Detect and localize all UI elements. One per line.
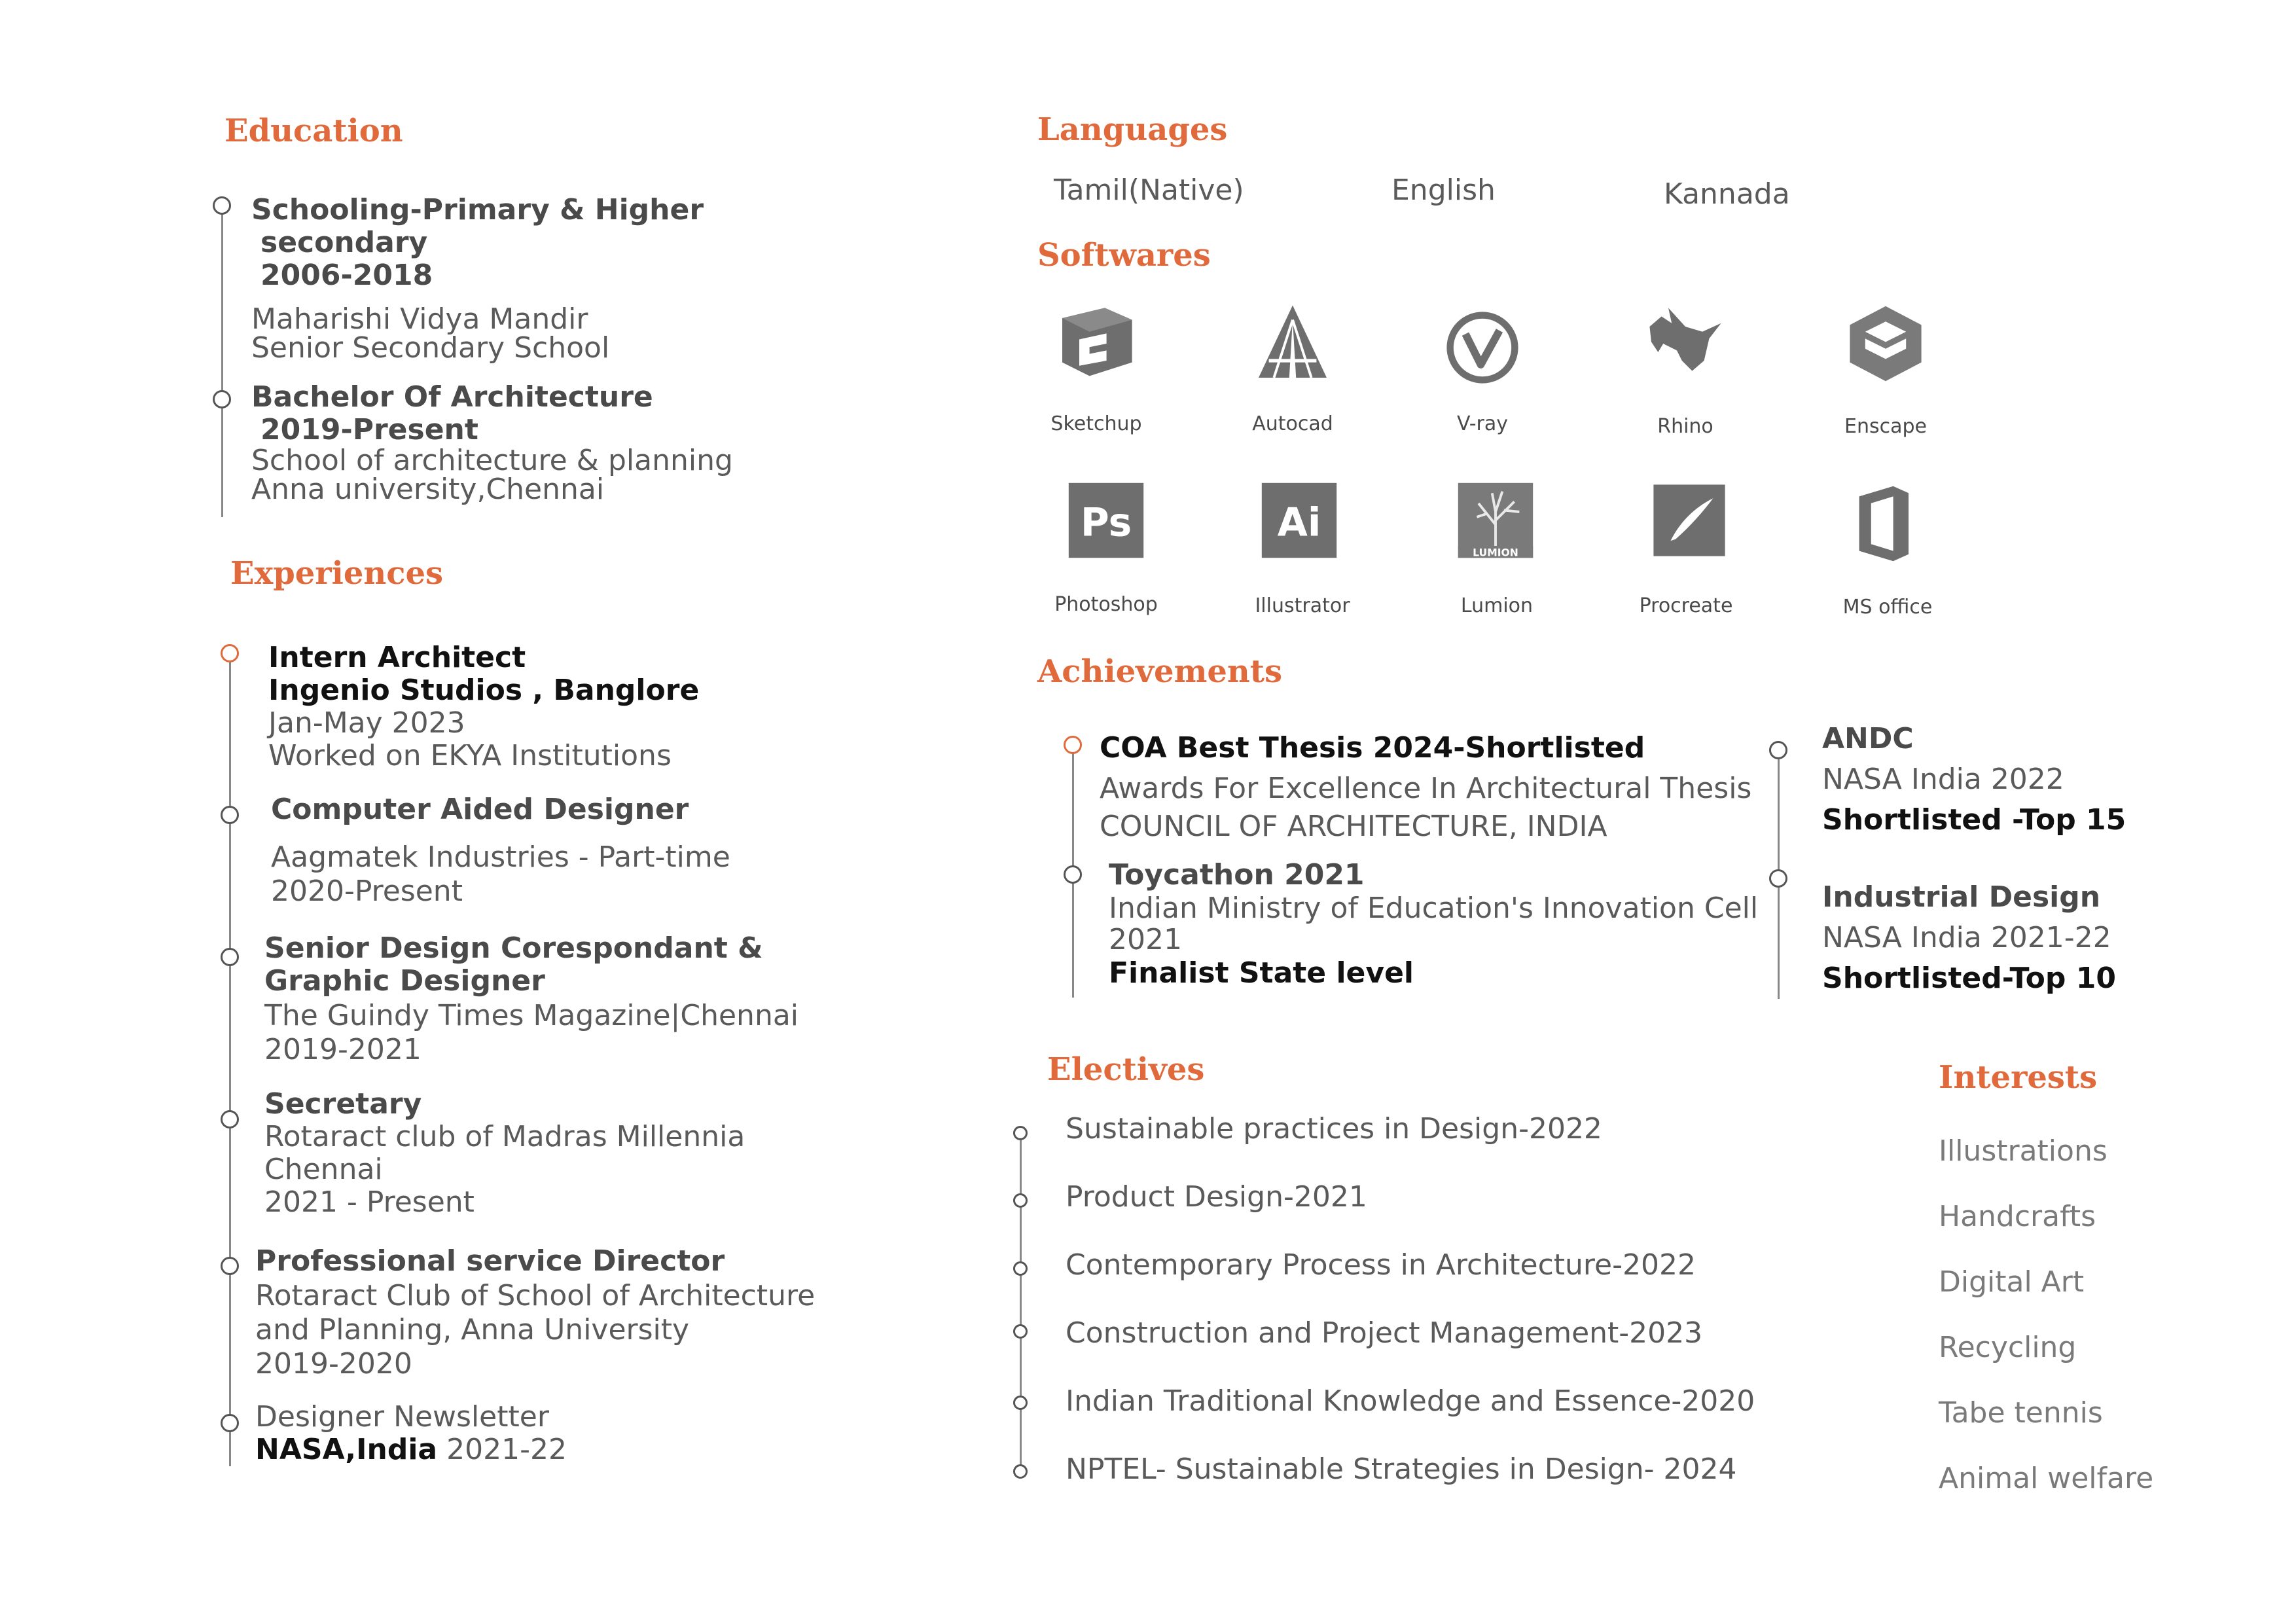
interest-item: Tabe tennis <box>1939 1396 2103 1430</box>
illustrator-glyph: Ai <box>1277 499 1321 546</box>
software-label: Enscape <box>1844 415 1927 438</box>
experience-item-desc: Aagmatek Industries - Part-time 2020-Present <box>271 840 730 908</box>
language-item: English <box>1391 173 1496 207</box>
interest-item: Recycling <box>1939 1331 2077 1364</box>
softwares-heading: Softwares <box>1037 237 1211 274</box>
timeline-dot <box>1013 1193 1028 1208</box>
timeline-dot <box>221 1110 239 1128</box>
experience-item-title: Professional service Director <box>255 1244 725 1278</box>
software-label: Illustrator <box>1255 594 1350 617</box>
software-label: MS office <box>1842 596 1933 619</box>
timeline-dot <box>1013 1396 1028 1410</box>
achievement-result: Shortlisted -Top 15 <box>1822 803 2126 837</box>
photoshop-icon <box>1064 478 1149 563</box>
elective-item: Construction and Project Management-2023 <box>1066 1316 1703 1350</box>
interest-item: Handcrafts <box>1939 1200 2096 1233</box>
timeline-dot <box>1064 736 1082 754</box>
photoshop-glyph: Ps <box>1080 499 1132 546</box>
education-timeline <box>221 209 223 517</box>
procreate-icon <box>1647 478 1732 563</box>
timeline-dot <box>221 1257 239 1275</box>
education-item-title: Schooling-Primary & Higher secondary 2006-2018 <box>251 193 704 292</box>
software-label: Lumion <box>1460 594 1534 617</box>
ms-office-icon <box>1840 481 1926 566</box>
experience-item-title: Secretary <box>264 1087 422 1121</box>
sketchup-icon <box>1054 301 1139 386</box>
elective-item: NPTEL- Sustainable Strategies in Design- 2024 <box>1066 1453 1737 1486</box>
lumion-glyph: LUMION <box>1473 547 1518 559</box>
achievement-desc: NASA India 2022 <box>1822 763 2064 796</box>
experience-item-title: Computer Aided Designer <box>271 793 689 826</box>
timeline-dot <box>221 1414 239 1432</box>
achievement-result: Finalist State level <box>1109 956 1414 990</box>
timeline-dot <box>1064 865 1082 884</box>
timeline-dot <box>1013 1324 1028 1339</box>
software-label: Procreate <box>1639 594 1733 617</box>
timeline-dot <box>221 644 239 662</box>
achievement-result: Shortlisted-Top 10 <box>1822 962 2116 995</box>
education-item-title: Bachelor Of Architecture 2019-Present <box>251 380 653 446</box>
software-label: Rhino <box>1657 415 1713 438</box>
achievement-desc: Awards For Excellence In Architectural Thesis COUNCIL OF ARCHITECTURE, INDIA <box>1100 772 1752 843</box>
illustrator-icon <box>1257 478 1342 563</box>
electives-timeline <box>1020 1132 1022 1473</box>
education-item-desc: School of architecture & planning Anna university,Chennai <box>251 444 733 506</box>
timeline-dot <box>221 806 239 824</box>
interests-heading: Interests <box>1939 1059 2098 1096</box>
interest-item: Digital Art <box>1939 1265 2085 1299</box>
experience-item-title: Senior Design Corespondant & Graphic Designer <box>264 931 763 998</box>
achievement-title: COA Best Thesis 2024-Shortlisted <box>1100 731 1645 765</box>
achievement-title: Industrial Design <box>1822 880 2101 914</box>
achievement-title: ANDC <box>1822 722 1914 755</box>
language-item: Tamil(Native) <box>1054 173 1244 207</box>
interest-item: Animal welfare <box>1939 1462 2154 1495</box>
timeline-dot <box>1013 1261 1028 1276</box>
software-label: Autocad <box>1252 412 1333 435</box>
experience-item-desc: Rotaract Club of School of Architecture and Planning, Anna University 2019-2020 <box>255 1279 816 1380</box>
experience-item-title: Intern Architect Ingenio Studios , Banglore <box>268 641 700 707</box>
timeline-dot <box>1769 741 1787 759</box>
education-heading: Education <box>224 113 403 149</box>
timeline-dot <box>1769 869 1787 888</box>
lumion-icon <box>1453 478 1538 563</box>
elective-item: Contemporary Process in Architecture-2022 <box>1066 1248 1696 1282</box>
enscape-icon <box>1843 301 1928 386</box>
elective-item: Indian Traditional Knowledge and Essence-2020 <box>1066 1384 1755 1418</box>
software-label: Sketchup <box>1050 412 1142 435</box>
autocad-icon <box>1250 301 1335 386</box>
language-item: Kannada <box>1664 177 1790 211</box>
experience-item-desc: The Guindy Times Magazine|Chennai 2019-2021 <box>264 999 799 1066</box>
elective-item: Sustainable practices in Design-2022 <box>1066 1112 1602 1146</box>
achievements-heading: Achievements <box>1037 653 1282 690</box>
experience-item-desc: NASA,India 2021-22 <box>255 1433 567 1466</box>
achievement-desc: Indian Ministry of Education's Innovation Cell 2021 <box>1109 892 1759 956</box>
timeline-dot <box>213 390 231 408</box>
software-label: V-ray <box>1456 412 1509 435</box>
education-item-desc: Maharishi Vidya Mandir Senior Secondary School <box>251 302 610 365</box>
timeline-dot <box>1013 1464 1028 1479</box>
experience-item-desc: Rotaract club of Madras Millennia Chennai 2021 - Present <box>264 1120 745 1219</box>
timeline-dot <box>221 948 239 966</box>
experiences-timeline <box>229 655 231 1466</box>
achievement-title: Toycathon 2021 <box>1109 858 1365 892</box>
timeline-dot <box>1013 1126 1028 1140</box>
software-label: Photoshop <box>1054 593 1158 616</box>
vray-icon <box>1440 305 1525 390</box>
achievement-desc: NASA India 2021-22 <box>1822 921 2111 954</box>
electives-heading: Electives <box>1047 1051 1205 1088</box>
timeline-dot <box>213 196 231 215</box>
experience-item-desc: Jan-May 2023 Worked on EKYA Institutions <box>268 706 672 772</box>
interest-item: Illustrations <box>1939 1134 2108 1168</box>
experiences-heading: Experiences <box>230 555 444 592</box>
elective-item: Product Design-2021 <box>1066 1180 1367 1214</box>
rhino-icon <box>1643 301 1728 386</box>
languages-heading: Languages <box>1037 111 1228 148</box>
experience-item-title: Designer Newsletter <box>255 1400 549 1434</box>
